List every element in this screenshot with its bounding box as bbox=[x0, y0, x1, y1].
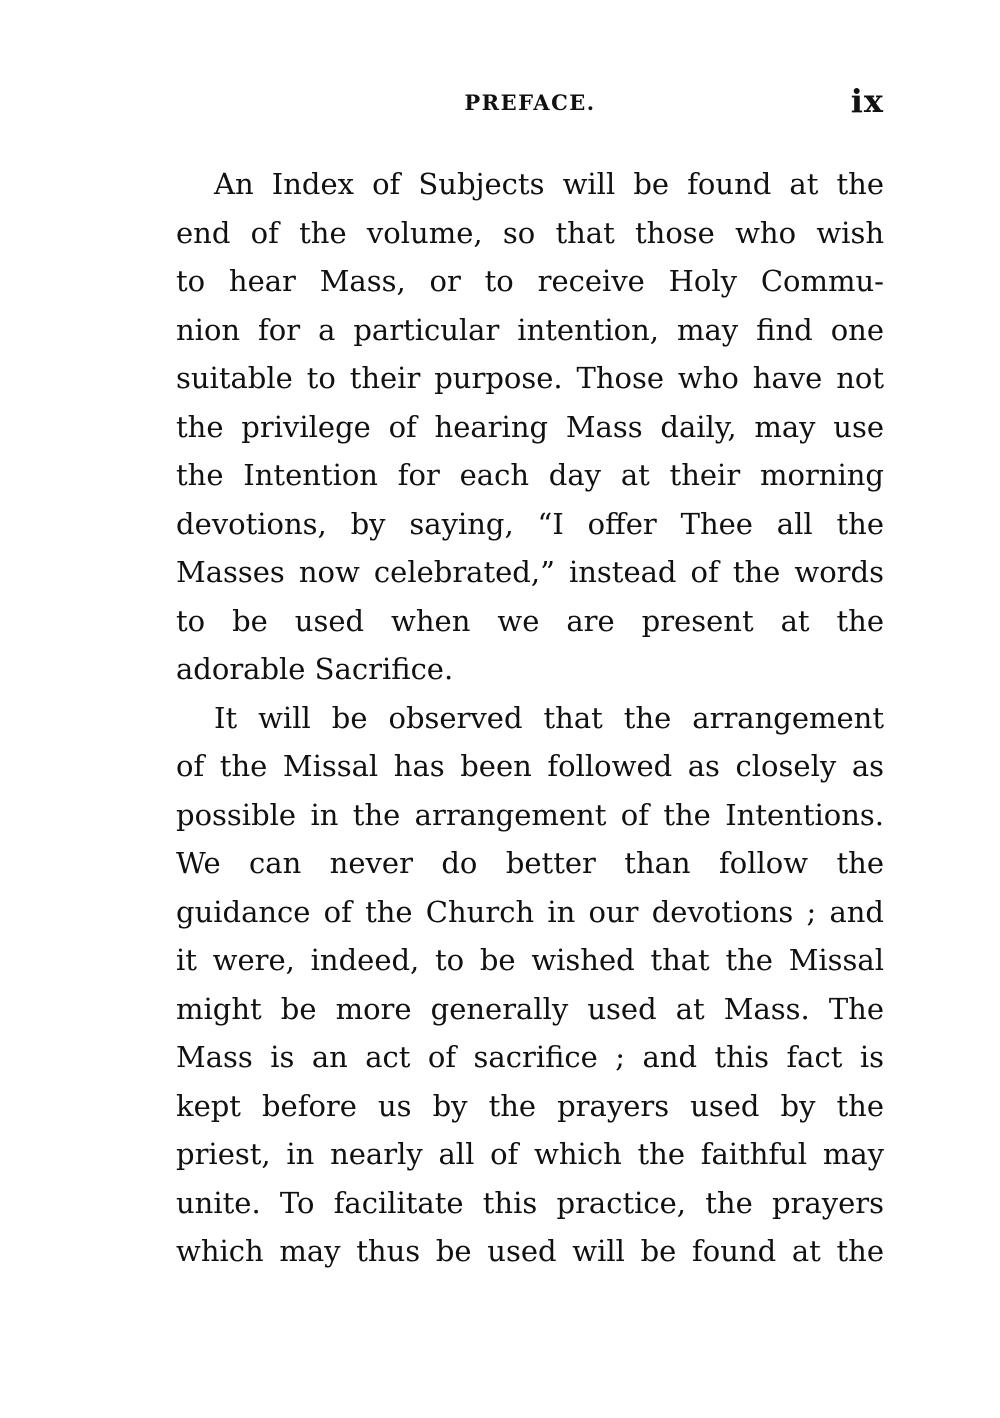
text-line: An Index of Subjects will be found at the bbox=[214, 167, 884, 201]
text-line: Mass is an act of sacrifice ; and this fact is bbox=[176, 1040, 884, 1074]
text-line: which may thus be used will be found at the bbox=[176, 1234, 884, 1268]
text-line: guidance of the Church in our devotions ; and bbox=[176, 894, 884, 929]
text-line: the privilege of hearing Mass daily, may use bbox=[176, 409, 884, 444]
text-line: Masses now celebrated,” instead of the words bbox=[176, 555, 884, 589]
text-line: it were, indeed, to be wished that the Missal bbox=[176, 943, 884, 977]
text-line: adorable Sacrifice. bbox=[176, 652, 454, 686]
text-line: priest, in nearly all of which the faithful may bbox=[176, 1137, 884, 1171]
text-line: devotions, by saying, “I offer Thee all the bbox=[176, 506, 884, 541]
text-line: It will be observed that the arrangement bbox=[214, 700, 884, 735]
text-line: end of the volume, so that those who wish bbox=[176, 215, 884, 250]
page-header bbox=[176, 82, 884, 122]
text-line: kept before us by the prayers used by the bbox=[176, 1088, 884, 1123]
running-head: PREFACE. bbox=[464, 90, 596, 115]
page-number: ix bbox=[850, 82, 884, 120]
text-line: suitable to their purpose. Those who have not bbox=[176, 361, 884, 395]
text-line: nion for a particular intention, may find one bbox=[176, 312, 884, 347]
text-line: of the Missal has been followed as closely as bbox=[176, 749, 884, 783]
text-line: to hear Mass, or to receive Holy Commu- bbox=[176, 264, 884, 298]
text-line: unite. To facilitate this practice, the prayers bbox=[176, 1185, 884, 1220]
text-line: possible in the arrangement of the Intentions. bbox=[176, 797, 884, 832]
body-text bbox=[176, 160, 884, 1276]
text-line: We can never do better than follow the bbox=[176, 846, 884, 880]
text-line: the Intention for each day at their morning bbox=[176, 458, 884, 492]
text-line: to be used when we are present at the bbox=[176, 603, 884, 638]
text-line: might be more generally used at Mass. The bbox=[176, 991, 884, 1026]
